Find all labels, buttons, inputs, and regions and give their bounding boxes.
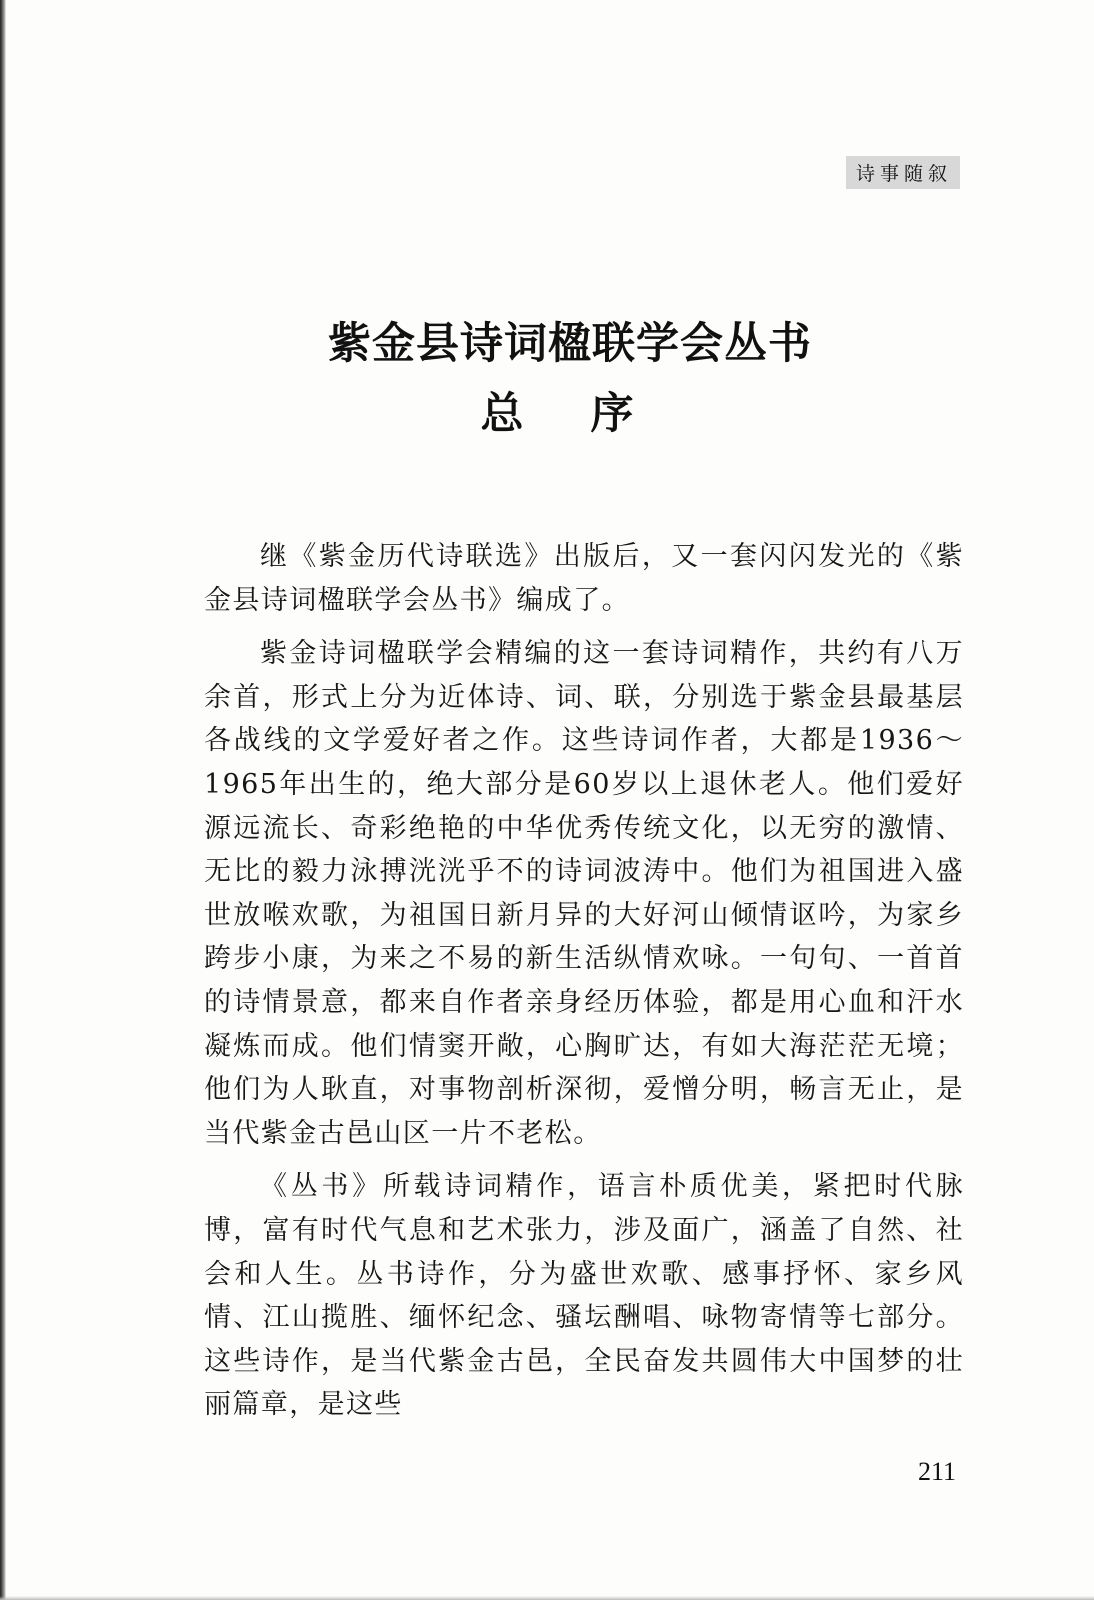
running-head [846,157,960,187]
page-subtitle: 总 序 [480,389,660,439]
paragraph: 《丛书》所载诗词精作，语言朴质优美，紧把时代脉博，富有时代气息和艺术张力，涉及面广，涵盖了自然、社会和人生。丛书诗作，分为盛世欢歌、感事抒怀、家乡风情、江山揽胜、缅怀纪念、骚坛酬唱、咏物寄情等七部分。这些诗作，是当代紫金古邑，全民奋发共圆伟大中国梦的壮丽篇章，是这些 [204,1171,964,1421]
paragraph: 紫金诗词楹联学会精编的这一套诗词精作，共约有八万余首，形式上分为近体诗、词、联，分别选于紫金县最基层各战线的文学爱好者之作。这些诗词作者，大都是1936～1965年出生的，绝大部分是60岁以上退休老人。他们爱好源远流长、奇彩绝艳的中华优秀传统文化，以无穷的激情、无比的毅力泳搏洸洸乎不的诗词波涛中。他们为祖国进入盛世放喉欢歌，为祖国日新月异的大好河山倾情讴吟，为家乡跨步小康，为来之不易的新生活纵情欢咏。一句句、一首首的诗情景意，都来自作者亲身经历体验，都是用心血和汗水凝炼而成。他们情窦开敞，心胸旷达，有如大海茫茫无境；他们为人耿直，对事物剖析深彻，爱憎分明，畅言无止，是当代紫金古邑山区一片不老松。 [204,638,964,1149]
running-head-label: 诗事随叙 [846,156,960,189]
page-number: 211 [918,1457,957,1486]
paragraph: 继《紫金历代诗联选》出版后，又一套闪闪发光的《紫金县诗词楹联学会丛书》编成了。 [204,541,964,616]
scan-shadow-bottom [0,1596,1094,1600]
body-text [204,535,964,1437]
scan-shadow-edge [0,0,6,1600]
page-title: 紫金县诗词楹联学会丛书 [328,319,812,369]
